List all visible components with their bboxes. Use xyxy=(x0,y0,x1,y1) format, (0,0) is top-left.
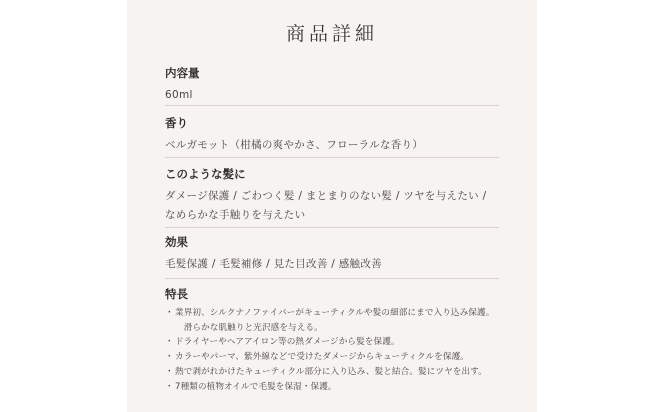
section-hair-type xyxy=(165,167,499,225)
section-heading: 内容量 xyxy=(165,66,200,80)
section-effects xyxy=(165,235,499,274)
bullet: ・ xyxy=(165,337,174,348)
section-text-block xyxy=(165,187,499,225)
list-item xyxy=(165,335,499,350)
bullet: ・ xyxy=(165,308,174,318)
list-item xyxy=(165,380,499,395)
section-scent xyxy=(165,116,499,155)
section-heading: このような髪に xyxy=(165,167,246,181)
bullet: ・ xyxy=(165,352,174,363)
bullet: ・ xyxy=(165,381,174,392)
feature-text: 滑らかな肌触りと光沢感を与える。 xyxy=(175,322,323,333)
section-features xyxy=(165,287,499,394)
divider xyxy=(165,227,499,228)
list-item xyxy=(165,365,499,380)
list-item xyxy=(165,350,499,365)
bullet: ・ xyxy=(165,366,174,377)
section-text: 60ml xyxy=(165,89,193,101)
feature-text: 業界初、シルクナノファイバーがキューティクルや髪の細部にまで入り込み保護。 xyxy=(175,308,495,318)
divider xyxy=(165,278,499,279)
feature-text: ドライヤーやヘアアイロン等の熱ダメージから髪を保護。 xyxy=(175,337,400,348)
section-heading: 効果 xyxy=(165,235,188,249)
section-text: ベルガモット（柑橘の爽やかさ、フローラルな香り） xyxy=(165,139,424,151)
page-title: 商品詳細 xyxy=(285,23,378,45)
section-text-line: なめらかな手触りを与えたい xyxy=(165,209,306,221)
list-item-continuation xyxy=(165,321,499,336)
section-text: 毛髪保護 / 毛髪補修 / 見た目改善 / 感触改善 xyxy=(165,258,382,270)
feature-text: 熱で剥がれかけたキューティクル部分に入り込み、髪と結合。髪にツヤを出す。 xyxy=(175,366,487,377)
section-heading: 香り xyxy=(165,116,188,130)
product-details-panel xyxy=(127,0,537,412)
divider xyxy=(165,157,499,158)
feature-text: カラーやパーマ、紫外線などで受けたダメージからキューティクルを保護。 xyxy=(175,352,469,363)
section-volume xyxy=(165,66,499,105)
feature-text: 7種類の植物オイルで毛髪を保湿・保護。 xyxy=(175,381,337,392)
list-item xyxy=(165,306,499,321)
section-heading: 特長 xyxy=(165,287,188,301)
divider xyxy=(165,105,499,106)
section-text-line: ダメージ保護 / ごわつく髪 / まとまりのない髪 / ツヤを与えたい / xyxy=(165,190,487,202)
feature-list xyxy=(165,306,499,394)
